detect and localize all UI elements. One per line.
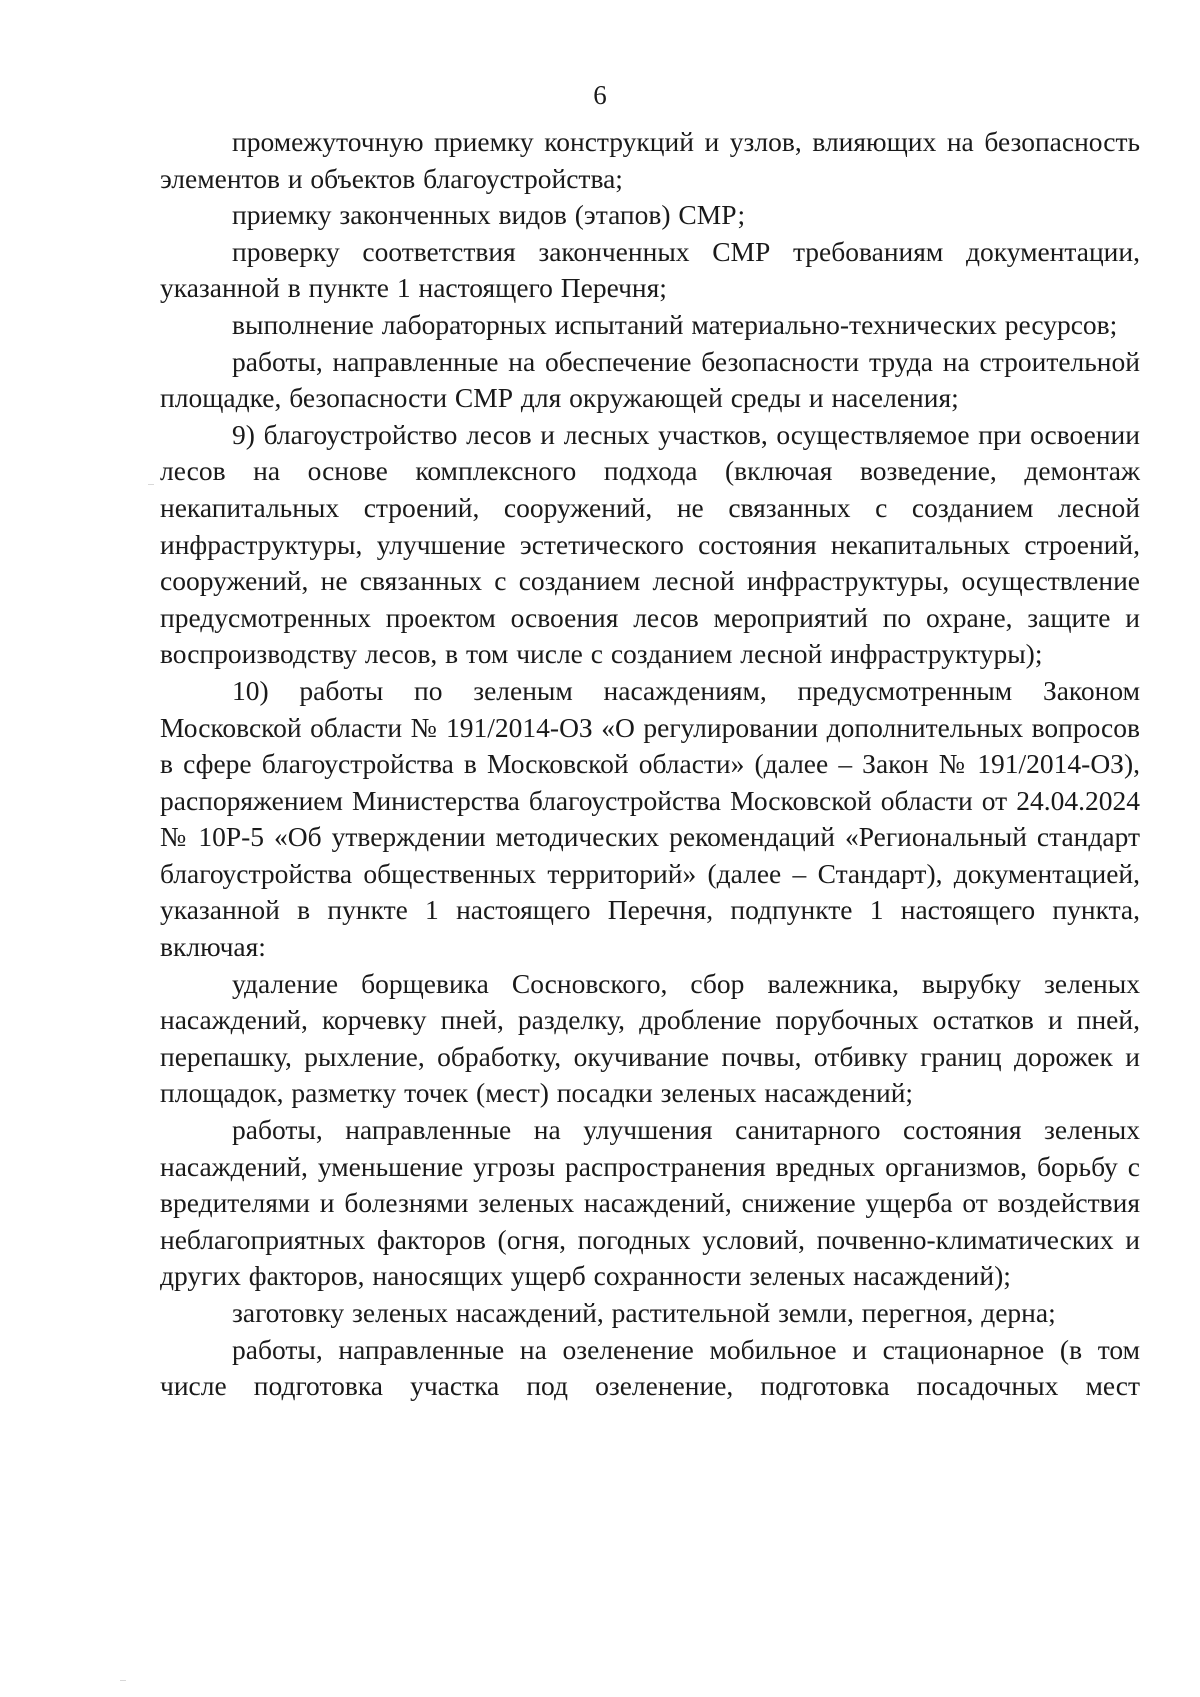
paragraph-intermediate-acceptance: промежуточную приемку конструкций и узлов, влияющих на безопасность элементов и объектов благоустройства; [160,126,1140,194]
paragraph-item-10-green-spaces: 10) работы по зеленым насаждениям, предусмотренным Законом Московской области № 191/2014-ОЗ «О регулировании дополнительных вопросов в сфере благоустройства в Московской области» (далее – Закон № 191/2014-ОЗ), распоряжением Министерства благоустройства Московской области от 24.04.2024 № 10Р-5 «Об утверждении методических рекомендаций «Региональный стандарт благоустройства общественных территорий» (далее – Стандарт), документацией, указанной в пункте 1 настоящего Перечня, подпункте 1 настоящего пункта, включая: [160,674,1140,963]
scan-mark-bottom-left [120,1680,126,1681]
paragraph-hogweed-removal: удаление борщевика Сосновского, сбор валежника, вырубку зеленых насаждений, корчевку пней, разделку, дробление порубочных остатков и пней, перепашку, рыхление, обработку, окучивание почвы, отбивку границ дорожек и площадок, разметку точек (мест) посадки зеленых насаждений; [160,967,1140,1109]
paragraph-harvesting: заготовку зеленых насаждений, растительной земли, перегноя, дерна; [232,1297,1056,1328]
paragraph-item-9-forest-improvement: 9) благоустройство лесов и лесных участков, осуществляемое при освоении лесов на основе комплексного подхода (включая возведение, демонтаж некапитальных строений, сооружений, не связанных с созданием лесной инфраструктуры, улучшение эстетического состояния некапитальных строений, сооружений, не связанных с созданием лесной инфраструктуры, осуществление предусмотренных проектом освоения лесов мероприятий по охране, защите и воспроизводству лесов, в том числе с созданием лесной инфраструктуры); [160,418,1140,670]
page-number: 6 [593,80,607,110]
paragraph-landscaping: работы, направленные на озеленение мобильное и стационарное (в том числе подготовка участка под озеленение, подготовка посадочных мест [160,1333,1140,1402]
document-body [160,124,1140,1405]
paragraph-laboratory-tests: выполнение лабораторных испытаний материально-технических ресурсов; [232,308,1118,340]
paragraph-completed-works-acceptance: приемку законченных видов (этапов) СМР; [232,199,746,231]
scan-mark-left [148,484,154,485]
paragraph-sanitary-condition: работы, направленные на улучшения санитарного состояния зеленых насаждений, уменьшение угрозы распространения вредных организмов, борьбу с вредителями и болезнями зеленых насаждений, снижение ущерба от воздействия неблагоприятных факторов (огня, погодных условий, почвенно-климатических и других факторов, наносящих ущерб сохранности зеленых насаждений); [160,1114,1140,1292]
paragraph-compliance-check: проверку соответствия законченных СМР требованиям документации, указанной в пункте 1 настоящего Перечня; [160,235,1140,304]
paragraph-labor-safety: работы, направленные на обеспечение безопасности труда на строительной площадке, безопасности СМР для окружающей среды и населения; [160,345,1140,414]
